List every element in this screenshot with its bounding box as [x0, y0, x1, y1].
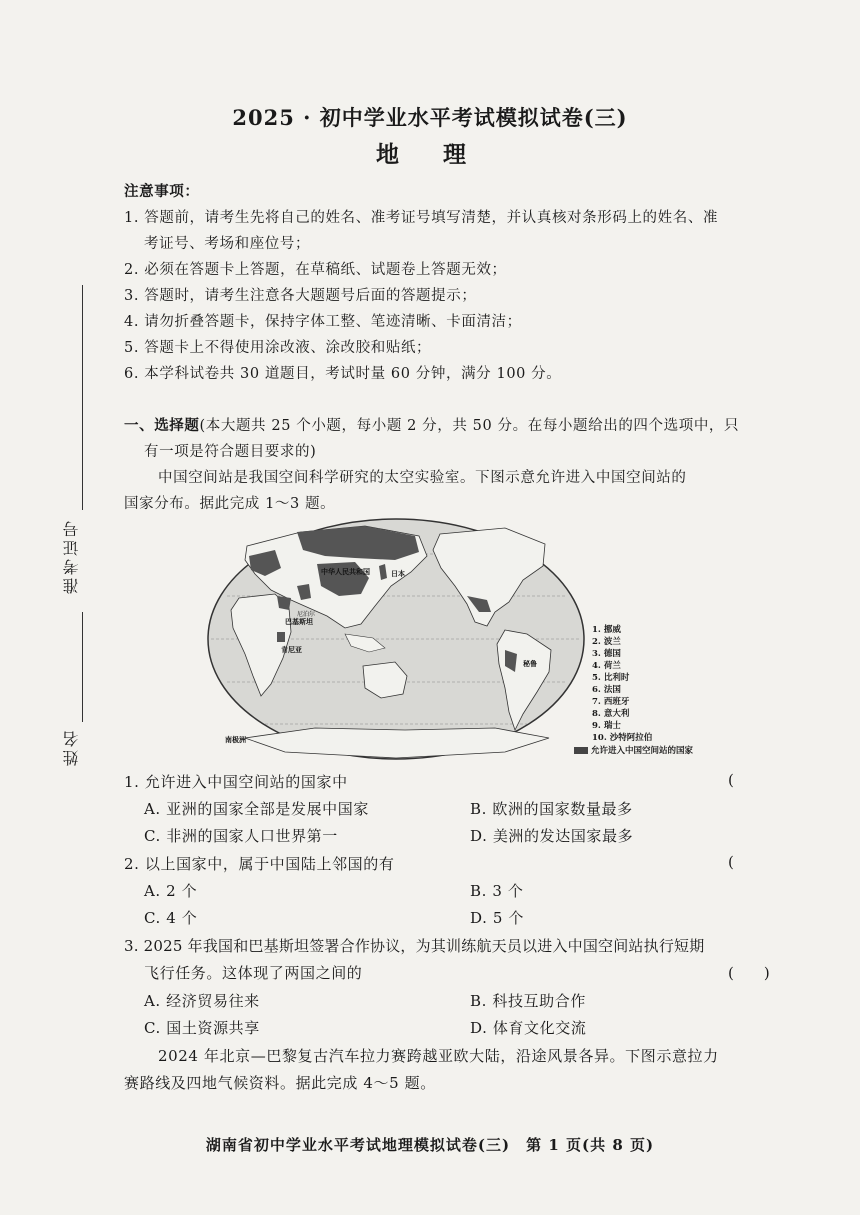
option-c: C. 非洲的国家人口世界第一: [144, 827, 338, 845]
map-legend: [592, 624, 652, 744]
intro-paragraph: 中国空间站是我国空间科学研究的太空实验室。下图示意允许进入中国空间站的: [158, 470, 687, 486]
legend-item: 7. 西班牙: [592, 697, 630, 707]
name-rule: [82, 612, 83, 722]
question-3-stem-line2: 飞行任务。这体现了两国之间的: [144, 964, 363, 982]
answer-paren: ( ): [728, 964, 770, 982]
allowed-kenya: [277, 632, 285, 642]
legend-key-label: 允许进入中国空间站的国家: [591, 746, 694, 756]
answer-paren: (: [728, 771, 734, 789]
legend-item: 1. 挪威: [592, 625, 621, 635]
section-heading-line2: 有一项是符合题目要求的): [144, 444, 317, 460]
question-1-stem: 1. 允许进入中国空间站的国家中: [124, 773, 348, 791]
intro-paragraph-2: 2024 年北京—巴黎复古汽车拉力赛跨越亚欧大陆，沿途风景各异。下图示意拉力: [158, 1047, 719, 1065]
map-label-nepal: 尼泊尔: [297, 611, 316, 618]
map-label-pakistan: 巴基斯坦: [285, 617, 313, 626]
legend-swatch: [574, 747, 588, 754]
exam-number-rule: [82, 285, 83, 510]
page-footer: 湖南省初中学业水平考试地理模拟试卷(三) 第 1 页(共 8 页): [205, 1136, 655, 1154]
notice-line: 2. 必须在答题卡上答题，在草稿纸、试题卷上答题无效；: [124, 262, 507, 278]
notice-line: 4. 请勿折叠答题卡，保持字体工整、笔迹清晰、卡面清洁；: [124, 314, 522, 330]
legend-item: 4. 荷兰: [592, 661, 621, 671]
map-label-japan: 日本: [391, 569, 405, 578]
notice-heading: 注意事项：: [124, 183, 200, 200]
subject-title: 地 理: [375, 141, 484, 168]
option-b: B. 科技互助合作: [470, 992, 586, 1010]
option-c: C. 4 个: [144, 909, 198, 927]
map-label-peru: 秘鲁: [523, 659, 537, 668]
notice-line: 考证号、考场和座位号；: [144, 236, 311, 252]
option-d: D. 美洲的发达国家最多: [470, 827, 634, 845]
name-label: 姓名: [62, 728, 81, 766]
option-a: A. 亚洲的国家全部是发展中国家: [144, 800, 369, 818]
legend-item: 8. 意大利: [592, 709, 630, 719]
notice-line: 1. 答题前，请考生先将自己的姓名、准考证号填写清楚，并认真核对条形码上的姓名、准: [124, 210, 719, 226]
section-heading-rest: (本大题共 25 个小题，每小题 2 分，共 50 分。在每小题给出的四个选项中，只: [199, 418, 740, 434]
question-3-stem: 3. 2025 年我国和巴基斯坦签署合作协议，为其训练航天员以进入中国空间站执行短期: [124, 937, 705, 955]
exam-title: 2025 · 初中学业水平考试模拟试卷(三): [232, 105, 628, 130]
allowed-saudi: [277, 596, 291, 610]
legend-item: 2. 波兰: [592, 637, 621, 647]
legend-key: [574, 744, 693, 756]
legend-item: 3. 德国: [592, 649, 621, 659]
legend-item: 5. 比利时: [592, 673, 630, 683]
option-d: D. 体育文化交流: [470, 1019, 587, 1037]
section-heading: [124, 414, 739, 435]
option-a: A. 2 个: [144, 882, 198, 900]
legend-item: 6. 法国: [592, 685, 621, 695]
legend-item: 9. 瑞士: [592, 721, 621, 731]
intro-paragraph: 国家分布。据此完成 1～3 题。: [124, 496, 336, 512]
map-label-antarctic: 南极洲: [225, 735, 246, 744]
notice-line: 6. 本学科试卷共 30 道题目，考试时量 60 分钟，满分 100 分。: [124, 366, 562, 382]
intro-paragraph-2: 赛路线及四地气候资料。据此完成 4～5 题。: [124, 1074, 436, 1092]
section-heading-title: 一、选择题: [124, 417, 200, 434]
land-antarctica: [245, 728, 549, 758]
notice-line: 3. 答题时，请考生注意各大题题号后面的答题提示；: [124, 288, 477, 304]
answer-paren: (: [728, 853, 734, 871]
option-d: D. 5 个: [470, 909, 524, 927]
notice-line: 5. 答题卡上不得使用涂改液、涂改胶和贴纸；: [124, 340, 432, 356]
question-2-stem: 2. 以上国家中，属于中国陆上邻国的有: [124, 855, 395, 873]
option-a: A. 经济贸易往来: [144, 992, 260, 1010]
world-map: [205, 516, 588, 762]
map-label-china: 中华人民共和国: [321, 567, 370, 576]
map-label-kenya: 肯尼亚: [281, 645, 302, 654]
option-b: B. 3 个: [470, 882, 524, 900]
option-c: C. 国土资源共享: [144, 1019, 260, 1037]
exam-number-label: 准考证号: [62, 518, 81, 594]
legend-item: 10. 沙特阿拉伯: [592, 733, 653, 743]
option-b: B. 欧洲的国家数量最多: [470, 800, 633, 818]
